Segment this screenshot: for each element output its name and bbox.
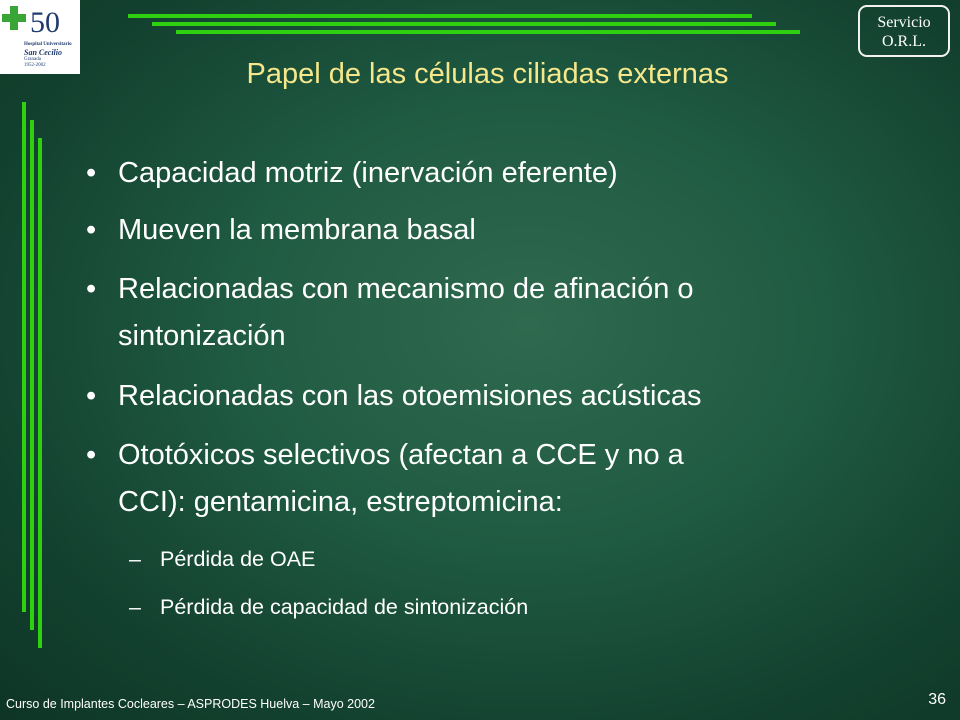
accent-hline-1: [128, 14, 752, 18]
bullet-text: Mueven la membrana basal: [118, 214, 476, 246]
bullet-marker: •: [86, 214, 97, 246]
badge-line1: Servicio: [877, 14, 931, 31]
logo-number: 50: [30, 6, 60, 39]
bullet-text-continued: CCI): gentamicina, estreptomicina:: [118, 486, 563, 518]
accent-vline-2: [30, 120, 34, 630]
bullet-marker: •: [86, 273, 97, 305]
sub-bullet-marker: –: [129, 547, 141, 571]
slide-title: Papel de las células ciliadas externas: [246, 58, 729, 90]
logo-text-line2: San Cecilio: [24, 48, 63, 57]
bullet-marker: •: [86, 380, 97, 412]
sub-bullet-text: Pérdida de capacidad de sintonización: [160, 595, 529, 619]
badge-line2: O.R.L.: [882, 33, 926, 50]
accent-hline-3: [176, 30, 800, 34]
bullet-text: Relacionadas con mecanismo de afinación o: [118, 273, 694, 305]
bullet-text: Ototóxicos selectivos (afectan a CCE y no a: [118, 439, 684, 471]
logo-text-line1: Hospital Universitario: [24, 42, 72, 47]
accent-vline-1: [22, 102, 26, 612]
sub-bullet-marker: –: [129, 595, 141, 619]
sub-bullet-text: Pérdida de OAE: [160, 547, 316, 571]
footer-text: Curso de Implantes Cocleares – ASPRODES Huelva – Mayo 2002: [6, 697, 375, 711]
bullet-text: Capacidad motriz (inervación eferente): [118, 157, 618, 189]
bullet-marker: •: [86, 439, 97, 471]
accent-hline-2: [152, 22, 776, 26]
logo-text-line4: 1952-2002: [24, 63, 46, 68]
bullet-text-continued: sintonización: [118, 320, 286, 352]
logo-text-line3: Granada: [24, 57, 41, 62]
bullet-text: Relacionadas con las otoemisiones acústicas: [118, 380, 702, 412]
servicio-orl-badge: [858, 5, 950, 57]
accent-vline-3: [38, 138, 42, 648]
page-number: 36: [928, 691, 946, 708]
bullet-marker: •: [86, 157, 97, 189]
